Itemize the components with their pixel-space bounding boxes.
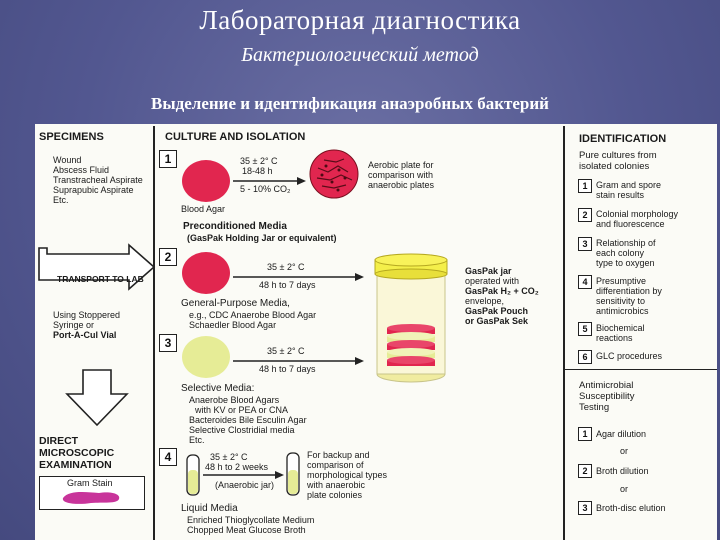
backup-note: morphological types bbox=[307, 470, 388, 480]
selective-media: Bacteroides Bile Esculin Agar bbox=[189, 415, 307, 425]
direct-exam-label: EXAMINATION bbox=[39, 459, 112, 471]
id-item-text: each colony bbox=[596, 248, 645, 258]
test-label: Agar dilution bbox=[596, 429, 647, 439]
backup-note: comparison of bbox=[307, 460, 364, 470]
selective-media: Selective Media: bbox=[181, 383, 255, 394]
general-media: Schaedler Blood Agar bbox=[189, 320, 277, 330]
backup-note: with anaerobic bbox=[307, 480, 366, 490]
culture-header: CULTURE AND ISOLATION bbox=[165, 131, 306, 143]
id-item-text: sensitivity to bbox=[596, 296, 646, 306]
step2-time: 48 h to 7 days bbox=[259, 280, 316, 290]
slide-title: Лабораторная диагностика bbox=[199, 5, 521, 35]
step3-temp: 35 ± 2° C bbox=[267, 346, 305, 356]
gaspak-note: operated with bbox=[465, 276, 520, 286]
backup-note: plate colonies bbox=[307, 490, 363, 500]
step1-co2: 5 - 10% CO₂ bbox=[240, 184, 291, 194]
id-item-text: reactions bbox=[596, 333, 633, 343]
aerobic-note: anaerobic plates bbox=[368, 180, 435, 190]
liquid-media: Chopped Meat Glucose Broth bbox=[187, 525, 306, 535]
vial-label: Port-A-Cul Vial bbox=[53, 330, 117, 340]
step-number-4: 4 bbox=[159, 448, 177, 466]
step-number-1: 1 bbox=[159, 150, 177, 168]
gram-stain-label: Gram Stain bbox=[67, 478, 113, 488]
diagram-panel bbox=[35, 124, 717, 540]
aerobic-plate-colonies-icon bbox=[308, 148, 360, 200]
id-item-text: differentiation by bbox=[596, 286, 662, 296]
step-number-2: 2 bbox=[159, 248, 177, 266]
blood-agar-plate-2 bbox=[182, 252, 230, 294]
slide-heading: Выделение и идентификация анаэробных бактерий bbox=[151, 94, 549, 113]
aerobic-note: comparison with bbox=[368, 170, 434, 180]
test-number-1: 1 bbox=[578, 427, 592, 441]
id-item-text: Gram and spore bbox=[596, 180, 662, 190]
gaspak-note: envelope, bbox=[465, 296, 505, 306]
or-label: or bbox=[620, 446, 629, 456]
gaspak-note: GasPak jar bbox=[465, 266, 512, 276]
test-label: Broth-disc elution bbox=[596, 503, 666, 513]
selective-media: Etc. bbox=[189, 435, 205, 445]
id-number-6: 6 bbox=[578, 350, 592, 364]
selective-agar-plate bbox=[182, 336, 230, 378]
syringe-text: Using Stoppered bbox=[53, 310, 121, 320]
gram-stain-smear-icon bbox=[59, 488, 125, 506]
id-number-3: 3 bbox=[578, 237, 592, 251]
gaspak-note: or GasPak Sek bbox=[465, 316, 529, 326]
liquid-media: Enriched Thioglycollate Medium bbox=[187, 515, 315, 525]
specimen-item: Wound bbox=[53, 155, 82, 165]
specimen-item: Abscess Fluid bbox=[53, 165, 110, 175]
test-number-3: 3 bbox=[578, 501, 592, 515]
step-number-3: 3 bbox=[159, 334, 177, 352]
step3-time: 48 h to 7 days bbox=[259, 364, 316, 374]
identification-intro: Pure cultures from bbox=[579, 150, 657, 161]
id-item-text: Presumptive bbox=[596, 276, 647, 286]
blood-agar-label: Blood Agar bbox=[181, 204, 226, 214]
step1-temp: 35 ± 2° C bbox=[240, 156, 278, 166]
id-item-text: Biochemical bbox=[596, 323, 645, 333]
id-item-text: Colonial morphology bbox=[596, 209, 679, 219]
selective-media: Selective Clostridial media bbox=[189, 425, 295, 435]
id-item-text: and fluorescence bbox=[596, 219, 665, 229]
susceptibility-title: Testing bbox=[579, 402, 610, 413]
id-item-text: stain results bbox=[596, 190, 645, 200]
culture-tube-icon bbox=[185, 454, 201, 498]
general-media: General-Purpose Media, bbox=[181, 298, 290, 309]
selective-media: Anaerobe Blood Agars bbox=[189, 395, 280, 405]
gaspak-jar-icon bbox=[373, 252, 449, 384]
id-item-text: type to oxygen bbox=[596, 258, 655, 268]
selective-media: with KV or PEA or CNA bbox=[195, 405, 289, 415]
slide-subtitle: Бактериологический метод bbox=[241, 44, 479, 66]
backup-note: For backup and bbox=[307, 450, 370, 460]
divider-right bbox=[563, 126, 565, 540]
id-item-text: GLC procedures bbox=[596, 351, 663, 361]
susceptibility-title: Susceptibility bbox=[579, 391, 635, 402]
direct-exam-label: MICROSCOPIC bbox=[39, 447, 115, 459]
step1-time: 18-48 h bbox=[242, 166, 273, 176]
transport-arrow-icon bbox=[35, 242, 159, 294]
divider-identification bbox=[564, 369, 717, 370]
id-item-text: Relationship of bbox=[596, 238, 656, 248]
direct-exam-label: DIRECT bbox=[39, 435, 79, 447]
transport-label: TRANSPORT TO LAB bbox=[57, 274, 144, 284]
gaspak-note: GasPak H₂ + CO₂ bbox=[465, 286, 539, 296]
down-arrow-icon bbox=[63, 368, 131, 428]
id-number-1: 1 bbox=[578, 179, 592, 193]
id-item-text: antimicrobics bbox=[596, 306, 649, 316]
id-number-2: 2 bbox=[578, 208, 592, 222]
culture-tube-icon bbox=[285, 452, 301, 498]
or-label: or bbox=[620, 484, 629, 494]
specimen-item: Suprapubic Aspirate bbox=[53, 185, 134, 195]
general-media: e.g., CDC Anaerobe Blood Agar bbox=[189, 310, 317, 320]
id-number-5: 5 bbox=[578, 322, 592, 336]
step2-temp: 35 ± 2° C bbox=[267, 262, 305, 272]
susceptibility-title: Antimicrobial bbox=[579, 380, 634, 391]
gaspak-note: GasPak Pouch bbox=[465, 306, 529, 316]
specimen-item: Transtracheal Aspirate bbox=[53, 175, 143, 185]
test-label: Broth dilution bbox=[596, 466, 649, 476]
liquid-media: Liquid Media bbox=[181, 503, 238, 514]
step4-temp: 35 ± 2° C bbox=[210, 452, 248, 462]
syringe-text: Syringe or bbox=[53, 320, 95, 330]
id-number-4: 4 bbox=[578, 275, 592, 289]
arrow-icon bbox=[203, 470, 285, 480]
blood-agar-plate-1 bbox=[182, 160, 230, 202]
specimen-item: Etc. bbox=[53, 195, 69, 205]
specimens-header: SPECIMENS bbox=[39, 131, 104, 143]
step4-time: 48 h to 2 weeks bbox=[205, 462, 269, 472]
preconditioned-media: Preconditioned Media bbox=[183, 221, 287, 232]
preconditioned-media-note: (GasPak Holding Jar or equivalent) bbox=[187, 233, 337, 243]
identification-header: IDENTIFICATION bbox=[579, 133, 667, 145]
divider-left bbox=[153, 126, 155, 540]
identification-intro: isolated colonies bbox=[579, 161, 650, 172]
step4-jar-note: (Anaerobic jar) bbox=[215, 480, 275, 490]
aerobic-note: Aerobic plate for bbox=[368, 160, 434, 170]
test-number-2: 2 bbox=[578, 464, 592, 478]
